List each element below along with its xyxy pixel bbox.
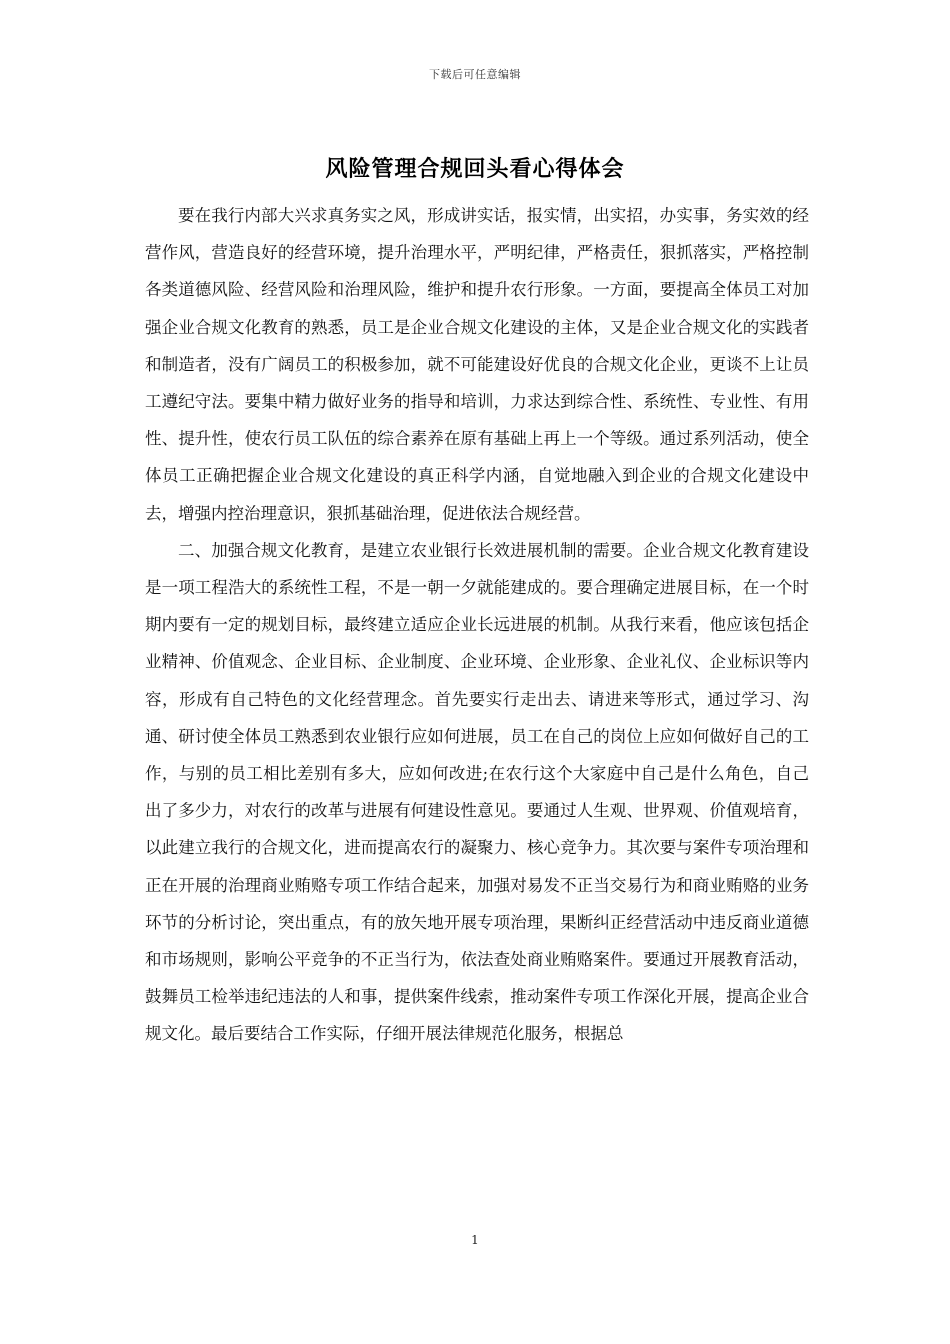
document-body	[145, 197, 809, 1053]
paragraph-1: 要在我行内部大兴求真务实之风，形成讲实话，报实情，出实招，办实事，务实效的经营作风，营造良好的经营环境，提升治理水平，严明纪律，严格责任，狠抓落实，严格控制各类道德风险、经营风险和治理风险，维护和提升农行形象。一方面，要提高全体员工对加强企业合规文化教育的熟悉，员工是企业合规文化建设的主体，又是企业合规文化的实践者和制造者，没有广阔员工的积极参加，就不可能建设好优良的合规文化企业，更谈不上让员工遵纪守法。要集中精力做好业务的指导和培训，力求达到综合性、系统性、专业性、有用性、提升性，使农行员工队伍的综合素养在原有基础上再上一个等级。通过系列活动，使全体员工正确把握企业合规文化建设的真正科学内涵，自觉地融入到企业的合规文化建设中去，增强内控治理意识，狠抓基础治理，促进依法合规经营。	[145, 206, 809, 523]
page-number: 1	[471, 1233, 479, 1247]
paragraph-2: 二、加强合规文化教育，是建立农业银行长效进展机制的需要。企业合规文化教育建设是一项工程浩大的系统性工程，不是一朝一夕就能建成的。要合理确定进展目标，在一个时期内要有一定的规划目标，最终建立适应企业长远进展的机制。从我行来看，他应该包括企业精神、价值观念、企业目标、企业制度、企业环境、企业形象、企业礼仪、企业标识等内容，形成有自己特色的文化经营理念。首先要实行走出去、请进来等形式，通过学习、沟通、研讨使全体员工熟悉到农业银行应如何进展，员工在自己的岗位上应如何做好自己的工作，与别的员工相比差别有多大，应如何改进;在农行这个大家庭中自己是什么角色，自己出了多少力，对农行的改革与进展有何建设性意见。要通过人生观、世界观、价值观培育，以此建立我行的合规文化，进而提高农行的凝聚力、核心竞争力。其次要与案件专项治理和正在开展的治理商业贿赂专项工作结合起来，加强对易发不正当交易行为和商业贿赂的业务环节的分析讨论，突出重点，有的放矢地开展专项治理，果断纠正经营活动中违反商业道德和市场规则，影响公平竞争的不正当行为，依法查处商业贿赂案件。要通过开展教育活动，鼓舞员工检举违纪违法的人和事，提供案件线索，推动案件专项工作深化开展，提高企业合规文化。最后要结合工作实际，仔细开展法律规范化服务，根据总	[145, 540, 809, 1044]
document-title: 风险管理合规回头看心得体会	[325, 156, 625, 182]
header-note: 下载后可任意编辑	[429, 68, 521, 81]
